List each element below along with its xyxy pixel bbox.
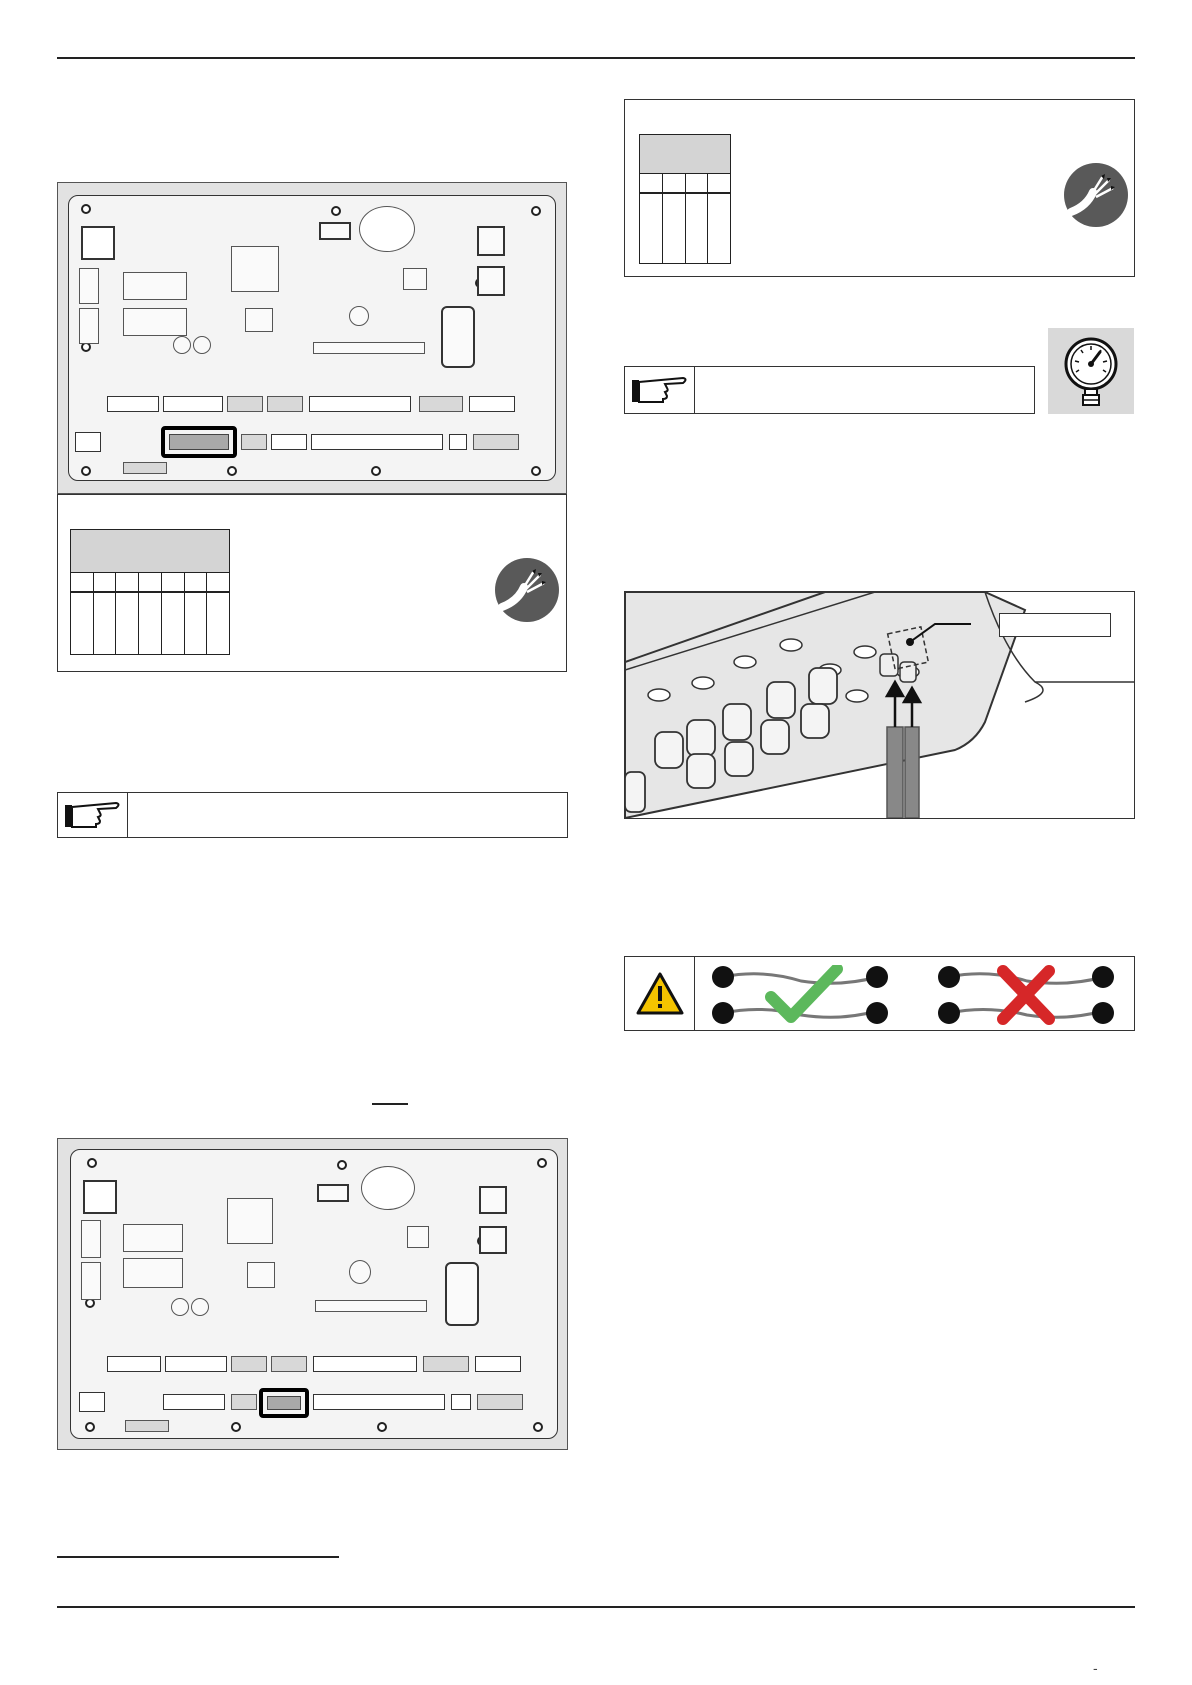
relay [479,1226,507,1254]
wire-table-body [639,174,731,264]
cable-label-text [1000,615,1004,630]
pcb-figure-top [57,182,567,494]
mount-hole [87,1158,97,1168]
note-box-right [624,366,1035,414]
terminal-block [165,1356,227,1372]
mount-hole [377,1422,387,1432]
component [123,1224,183,1252]
microcontroller [231,246,279,292]
header-rule [57,57,1135,59]
component [407,1226,429,1248]
led-row [313,342,425,354]
wire-strip-icon [494,557,560,623]
label-plate [123,462,167,474]
terminal-block [163,1394,225,1410]
ethernet-port [81,226,115,260]
pressure-gauge-panel [1048,328,1134,414]
connector [79,268,99,304]
note-icon-cell [625,367,695,413]
terminal-block [473,434,519,450]
terminal-block [241,434,267,450]
terminal-block [311,434,443,450]
cable-label-box [999,613,1111,637]
wire-table-column [185,573,208,654]
mount-hole [537,1158,547,1168]
wire-table-body [70,573,230,655]
component [123,1258,183,1288]
terminal-block [267,396,303,412]
circuit-board [68,195,556,481]
component [349,1260,371,1284]
terminal-block [79,1392,105,1412]
battery-holder [361,1166,415,1210]
component [403,268,427,290]
terminal-block [313,1394,445,1410]
mount-hole [231,1422,241,1432]
terminal-block [271,1356,307,1372]
serial-port [445,1262,479,1326]
correct-wiring-illustration [711,965,891,1025]
wire-table-row-rule [639,192,731,194]
cable-gland-figure [624,591,1135,819]
terminal-block [419,396,463,412]
terminal-block [469,396,515,412]
wire-table-column [640,174,663,263]
component [123,308,187,336]
usb-port [319,222,351,240]
component [191,1298,209,1316]
terminal-block [477,1394,523,1410]
serial-port [441,306,475,368]
component [349,306,369,326]
wire-spec-box-right [624,99,1135,277]
mount-hole [331,206,341,216]
relay [477,226,505,256]
pressure-gauge-icon [1048,328,1134,414]
relay [477,266,505,296]
highlighted-terminal [267,1396,301,1410]
component [245,308,273,332]
terminal-block [271,434,307,450]
wire-table-row-rule [70,591,230,593]
component [171,1298,189,1316]
highlighted-terminal [169,434,229,450]
wire-table-column [663,174,686,263]
terminal-block [227,396,263,412]
mount-hole [85,1422,95,1432]
microcontroller [227,1198,273,1244]
wire-table-header [70,529,230,573]
battery-holder [359,206,415,252]
connector [81,1220,101,1258]
component [247,1262,275,1288]
terminal-block [451,1394,471,1410]
wire-strip-icon [1063,162,1129,228]
wire-table-column [207,573,229,654]
connector [79,308,99,344]
terminal-block [475,1356,521,1372]
circuit-board [70,1149,558,1439]
highlighted-terminal-frame [259,1388,309,1418]
terminal-block [107,1356,161,1372]
wire-table-column [686,174,709,263]
mount-hole [81,466,91,476]
pointing-hand-icon [631,374,689,406]
mount-hole [531,206,541,216]
page-marker: - [1093,1660,1098,1676]
component [173,336,191,354]
terminal-block [309,396,411,412]
wire-table-header [639,134,731,174]
label-plate [125,1420,169,1432]
component [193,336,211,354]
mount-hole [533,1422,543,1432]
wire-table-column [139,573,162,654]
terminal-block [423,1356,469,1372]
wire-spec-box-left [57,494,567,672]
mount-hole [531,466,541,476]
component [123,272,187,300]
note-box-left [57,792,568,838]
wiring-warning-box [624,956,1135,1031]
footnote-rule [57,1556,339,1558]
wrong-wiring-illustration [937,965,1117,1025]
mount-hole [81,204,91,214]
mount-hole [371,466,381,476]
note-icon-cell [58,793,128,837]
terminal-block [313,1356,417,1372]
terminal-block [449,434,467,450]
wire-table-column [94,573,117,654]
relay [479,1186,507,1214]
wire-table-column [116,573,139,654]
connector [81,1262,101,1300]
terminal-block [107,396,159,412]
mount-hole [337,1160,347,1170]
warning-icon [635,971,685,1017]
warning-icon-cell [625,957,695,1030]
inline-underline [372,1103,408,1105]
wire-table-column [708,174,730,263]
footer-rule [57,1606,1135,1608]
ethernet-port [83,1180,117,1214]
terminal-block [163,396,223,412]
led-row [315,1300,427,1312]
terminal-block [75,432,101,452]
pcb-figure-bottom [57,1138,568,1450]
usb-port [317,1184,349,1202]
wire-table-column [162,573,185,654]
highlighted-terminal-frame [161,426,237,458]
mount-hole [227,466,237,476]
terminal-block [231,1356,267,1372]
cross-icon [1003,971,1049,1019]
wire-table-column [71,573,94,654]
terminal-block [231,1394,257,1410]
pointing-hand-icon [64,799,122,831]
